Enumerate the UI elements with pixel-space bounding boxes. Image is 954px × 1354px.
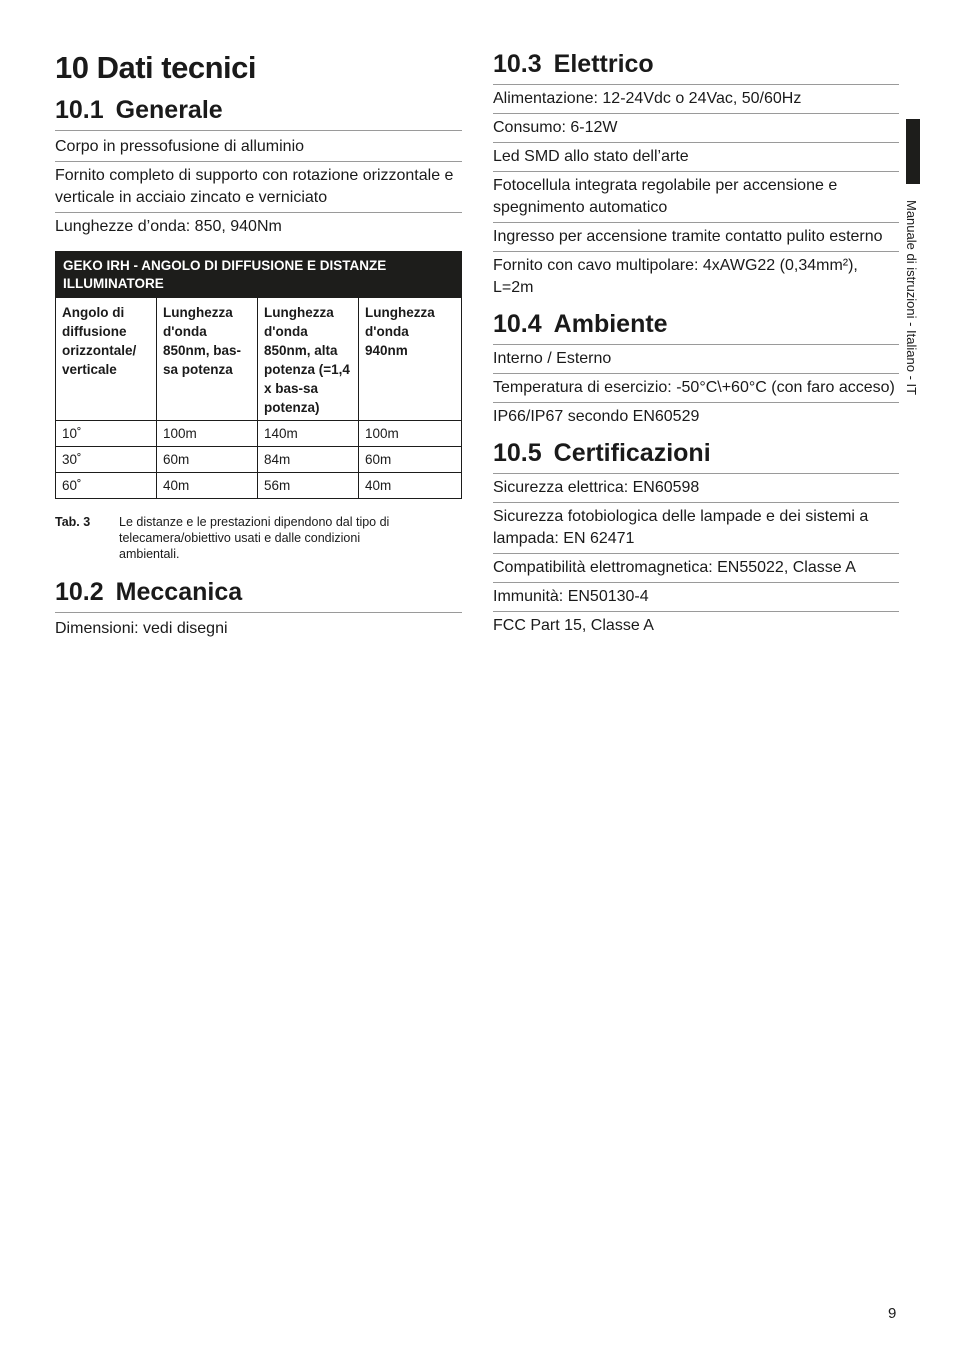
sidebar-marker [906,119,920,184]
table-header-row [56,298,462,421]
certificazioni-list [493,474,899,640]
elettrico-list [493,85,899,302]
table-header-cell: Lunghezza d'onda 850nm, alta potenza (=1,4 x bas-sa potenza) [258,298,359,421]
table-header-cell: Lunghezza d'onda 940nm [359,298,462,421]
meccanica-list [55,615,462,643]
section-number: 10.5 [493,439,542,467]
spec-item: FCC Part 15, Classe A [493,617,654,634]
section-heading-ambiente [493,308,899,345]
spec-item: Lunghezze d’onda: 850, 940Nm [55,218,282,235]
spec-item: Immunità: EN50130-4 [493,583,899,612]
spec-item: Consumo: 6-12W [493,114,899,143]
section-number: 10.3 [493,50,542,78]
spec-item: Led SMD allo stato dell’arte [493,143,899,172]
section-title: Certificazioni [553,439,711,467]
table-cell: 100m [359,421,462,447]
table-cell: 100m [157,421,258,447]
table-caption: GEKO IRH - ANGOLO DI DIFFUSIONE E DISTANZE ILLUMINATORE [56,252,462,298]
spec-item: Compatibilità elettromagnetica: EN55022, Classe A [493,554,899,583]
table-cell: 60m [157,447,258,473]
section-title: Generale [115,96,223,124]
generale-list [55,133,462,241]
table-header-cell: Angolo di diffusione orizzontale/ verticale [56,298,157,421]
left-column [55,48,462,643]
chapter-title: 10 Dati tecnici [55,50,256,85]
spec-item: Fotocellula integrata regolabile per accensione e spegnimento automatico [493,172,899,223]
section-title: Elettrico [553,50,654,78]
table-cell: 40m [359,473,462,499]
table-cell: 140m [258,421,359,447]
right-column [493,48,899,640]
table-cell: 56m [258,473,359,499]
spec-item: Corpo in pressofusione di alluminio [55,133,462,162]
section-heading-meccanica [55,576,462,613]
table-note-text: Le distanze e le prestazioni dipendono dal tipo di telecamera/obiettivo usati e dalle condizioni ambientali. [119,515,390,561]
spec-item: Dimensioni: vedi disegni [55,620,228,637]
table-row [56,421,462,447]
page-number: 9 [888,1305,897,1322]
table-note [55,514,462,562]
table-header-cell: Lunghezza d'onda 850nm, bas-sa potenza [157,298,258,421]
table-cell: 10˚ [56,421,157,447]
sidebar-label: Manuale di istruzioni - Italiano - IT [904,200,919,396]
spec-item: Alimentazione: 12-24Vdc o 24Vac, 50/60Hz [493,85,899,114]
section-title: Meccanica [115,578,243,606]
table-cell: 60˚ [56,473,157,499]
table-cell: 30˚ [56,447,157,473]
table-cell: 40m [157,473,258,499]
section-number: 10.1 [55,96,104,124]
section-heading-elettrico [493,48,899,85]
spec-item: IP66/IP67 secondo EN60529 [493,408,700,425]
table-cell: 60m [359,447,462,473]
distance-table [55,251,462,499]
spec-item: Sicurezza fotobiologica delle lampade e dei sistemi a lampada: EN 62471 [493,503,899,554]
section-title: Ambiente [553,310,668,338]
table-note-label: Tab. 3 [55,515,91,529]
table-cell: 84m [258,447,359,473]
spec-item: Temperatura di esercizio: -50°C\+60°C (con faro acceso) [493,374,899,403]
spec-item: Fornito con cavo multipolare: 4xAWG22 (0,34mm²), L=2m [493,257,858,296]
section-heading-generale [55,94,462,131]
spec-item: Sicurezza elettrica: EN60598 [493,474,899,503]
table-row [56,473,462,499]
spec-item: Fornito completo di supporto con rotazione orizzontale e verticale in acciaio zincato e verniciato [55,162,462,213]
spec-item: Interno / Esterno [493,345,899,374]
section-number: 10.2 [55,578,104,606]
section-heading-certificazioni [493,437,899,474]
ambiente-list [493,345,899,431]
table-row [56,447,462,473]
spec-item: Ingresso per accensione tramite contatto pulito esterno [493,223,899,252]
section-number: 10.4 [493,310,542,338]
